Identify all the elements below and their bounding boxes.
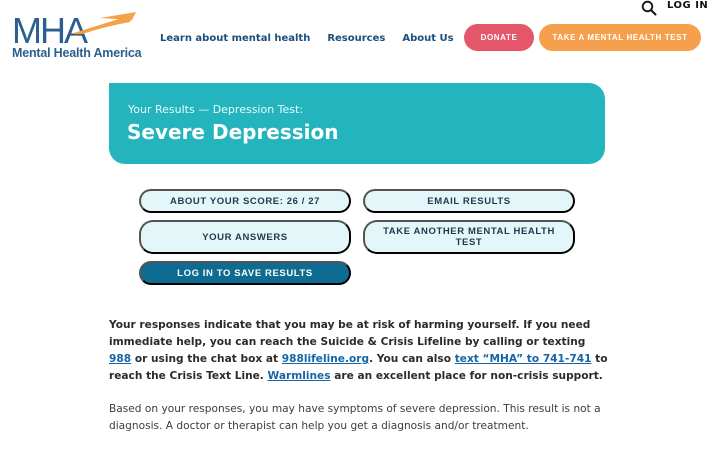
warning-text-2: or using the chat box at <box>131 353 282 365</box>
results-banner <box>109 83 605 164</box>
donate-button[interactable]: DONATE <box>464 24 534 51</box>
main-nav <box>160 33 454 44</box>
take-another-test-button[interactable]: TAKE ANOTHER MENTAL HEALTH TEST <box>363 220 575 254</box>
nav-resources[interactable]: Resources <box>327 33 386 44</box>
nav-about[interactable]: About Us <box>402 33 454 44</box>
warning-text-5: are an excellent place for non-crisis support. <box>330 370 603 382</box>
login-link[interactable]: LOG IN <box>667 0 709 11</box>
about-score-button[interactable]: ABOUT YOUR SCORE: 26 / 27 <box>139 189 351 213</box>
login-save-button[interactable]: LOG IN TO SAVE RESULTS <box>139 261 351 285</box>
warning-text-4: to reach the Crisis Text Line. <box>109 353 608 382</box>
link-988[interactable]: 988 <box>109 353 132 365</box>
results-subtitle: Your Results — Depression Test: <box>128 103 304 116</box>
take-test-button[interactable]: TAKE A MENTAL HEALTH TEST <box>539 24 701 51</box>
diagnosis-text: Based on your responses, you may have symptoms of severe depression. This result is not a diagnosis. A doctor or therapist can help you get a diagnosis and/or treatment. <box>109 403 601 432</box>
crisis-warning <box>109 317 609 385</box>
your-answers-button[interactable]: YOUR ANSWERS <box>139 220 351 254</box>
link-crisis-text[interactable]: text “MHA” to 741-741 <box>454 353 592 365</box>
nav-learn[interactable]: Learn about mental health <box>160 33 311 44</box>
link-988lifeline[interactable]: 988lifeline.org <box>281 353 370 365</box>
search-icon[interactable] <box>641 0 657 16</box>
warning-text-1: Your responses indicate that you may be at risk of harming yourself. If you need immediate help, you can reach the Suicide & Crisis Lifeline by calling or texting <box>109 319 591 348</box>
link-warmlines[interactable]: Warmlines <box>267 370 331 382</box>
logo-text: Mental Health America <box>12 46 142 60</box>
mha-logo-mark <box>12 10 138 46</box>
warning-text-3: . You can also <box>369 353 455 365</box>
mha-logo[interactable] <box>12 10 142 60</box>
results-title: Severe Depression <box>127 120 339 144</box>
logo-letters: MHA <box>12 10 86 46</box>
email-results-button[interactable]: EMAIL RESULTS <box>363 189 575 213</box>
